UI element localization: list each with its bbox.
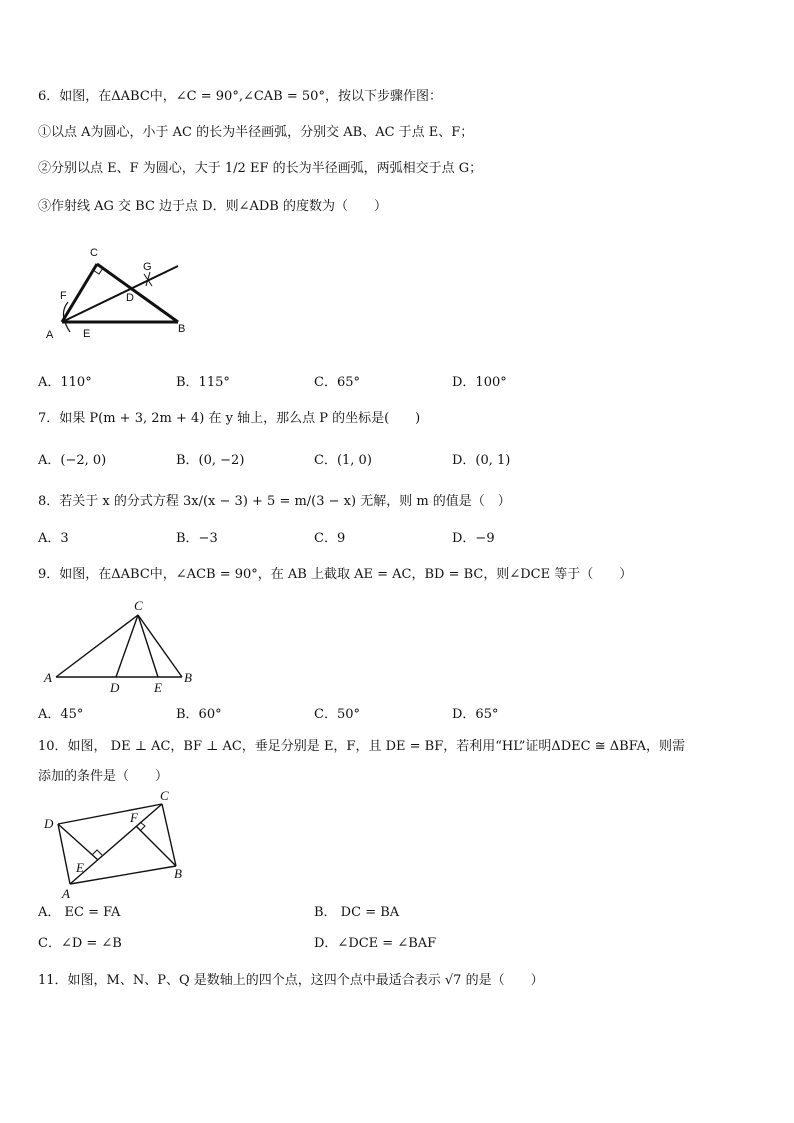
q7-stem: 7．如果 P(m + 3, 2m + 4) 在 y 轴上，那么点 P 的坐标是( ) <box>38 411 421 426</box>
q9-segment-ce <box>138 615 158 677</box>
q10-label-d: D <box>44 816 54 831</box>
q9-label-a: A <box>44 670 52 685</box>
q10-segment-ab <box>70 866 176 884</box>
q10-label-b: B <box>174 866 182 881</box>
q6-step2: ②分别以点 E、F 为圆心，大于 1/2 EF 的长为半径画弧，两弧相交于点 G； <box>38 161 483 176</box>
q6-option-a: A．110° <box>38 375 92 390</box>
q11-stem: 11．如图，M、N、P、Q 是数轴上的四个点，这四个点中最适合表示 √7 的是（ ） <box>38 973 544 988</box>
q7-option-c: C．(1, 0) <box>314 453 372 468</box>
q6-option-b: B．115° <box>176 375 230 390</box>
q6-step3: ③作射线 AG 交 BC 边于点 D．则∠ADB 的度数为（ ） <box>38 199 387 214</box>
q7-option-d: D．(0, 1) <box>452 453 511 468</box>
q6-label-b: B <box>178 323 186 335</box>
q6-label-f: F <box>60 290 67 302</box>
q9-option-a: A．45° <box>38 707 84 722</box>
q6-label-e: E <box>83 328 91 340</box>
q9-segment-ac <box>56 615 138 677</box>
q10-option-c: C．∠D = ∠B <box>38 936 122 951</box>
q10-option-d: D．∠DCE = ∠BAF <box>314 936 437 951</box>
q10-segment-bf <box>136 826 176 866</box>
q9-option-b: B．60° <box>176 707 222 722</box>
q10-label-a: A <box>62 886 70 900</box>
q10-option-b: B． DC = BA <box>314 905 400 920</box>
q10-right-angle-e <box>92 850 102 855</box>
q7-option-b: B．(0, −2) <box>176 453 245 468</box>
q10-option-a: A． EC = FA <box>38 905 121 920</box>
q9-segment-cd <box>116 615 138 677</box>
q10-figure <box>40 788 200 900</box>
q6-label-c: C <box>90 247 98 259</box>
q9-label-d: D <box>110 680 120 694</box>
q6-label-d: D <box>126 292 134 304</box>
q8-option-a: A．3 <box>38 531 69 546</box>
q7-option-a: A．(−2, 0) <box>38 453 107 468</box>
q9-figure <box>40 598 205 694</box>
q10-stem: 10．如图， DE ⊥ AC，BF ⊥ AC，垂足分别是 E，F，且 DE = BF，若利用“HL”证明ΔDEC ≅ ΔBFA，则需 <box>38 739 685 754</box>
q9-label-b: B <box>184 670 192 685</box>
q6-label-a: A <box>46 329 54 341</box>
q9-label-c: C <box>134 598 143 613</box>
q10-label-e: E <box>76 860 84 875</box>
q6-label-g: G <box>143 261 152 273</box>
q8-option-b: B．−3 <box>176 531 218 546</box>
q10-segment-dc <box>58 804 162 824</box>
q10-label-c: C <box>160 788 169 803</box>
q10-label-f: F <box>130 810 138 825</box>
q9-label-e: E <box>154 680 162 694</box>
q10-stem-continued: 添加的条件是（ ） <box>38 769 169 784</box>
q8-option-c: C．9 <box>314 531 346 546</box>
q9-segment-cb <box>138 615 182 677</box>
q6-option-d: D．100° <box>452 375 507 390</box>
q9-stem: 9．如图，在ΔABC中，∠ACB = 90°，在 AB 上截取 AE = AC，BD = BC，则∠DCE 等于（ ） <box>38 567 633 582</box>
q6-step1: ①以点 A为圆心，小于 AC 的长为半径画弧，分别交 AB、AC 于点 E、F； <box>38 125 474 140</box>
q9-option-d: D．65° <box>452 707 499 722</box>
q9-option-c: C．50° <box>314 707 360 722</box>
q6-option-c: C．65° <box>314 375 360 390</box>
q8-stem: 8．若关于 x 的分式方程 3x/(x − 3) + 5 = m/(3 − x) 无解，则 m 的值是（ ） <box>38 494 511 509</box>
q6-figure <box>40 242 200 342</box>
q8-option-d: D．−9 <box>452 531 495 546</box>
q10-segment-cb <box>162 804 176 866</box>
q6-stem: 6．如图，在ΔABC中，∠C = 90°,∠CAB = 50°，按以下步骤作图： <box>38 89 442 104</box>
